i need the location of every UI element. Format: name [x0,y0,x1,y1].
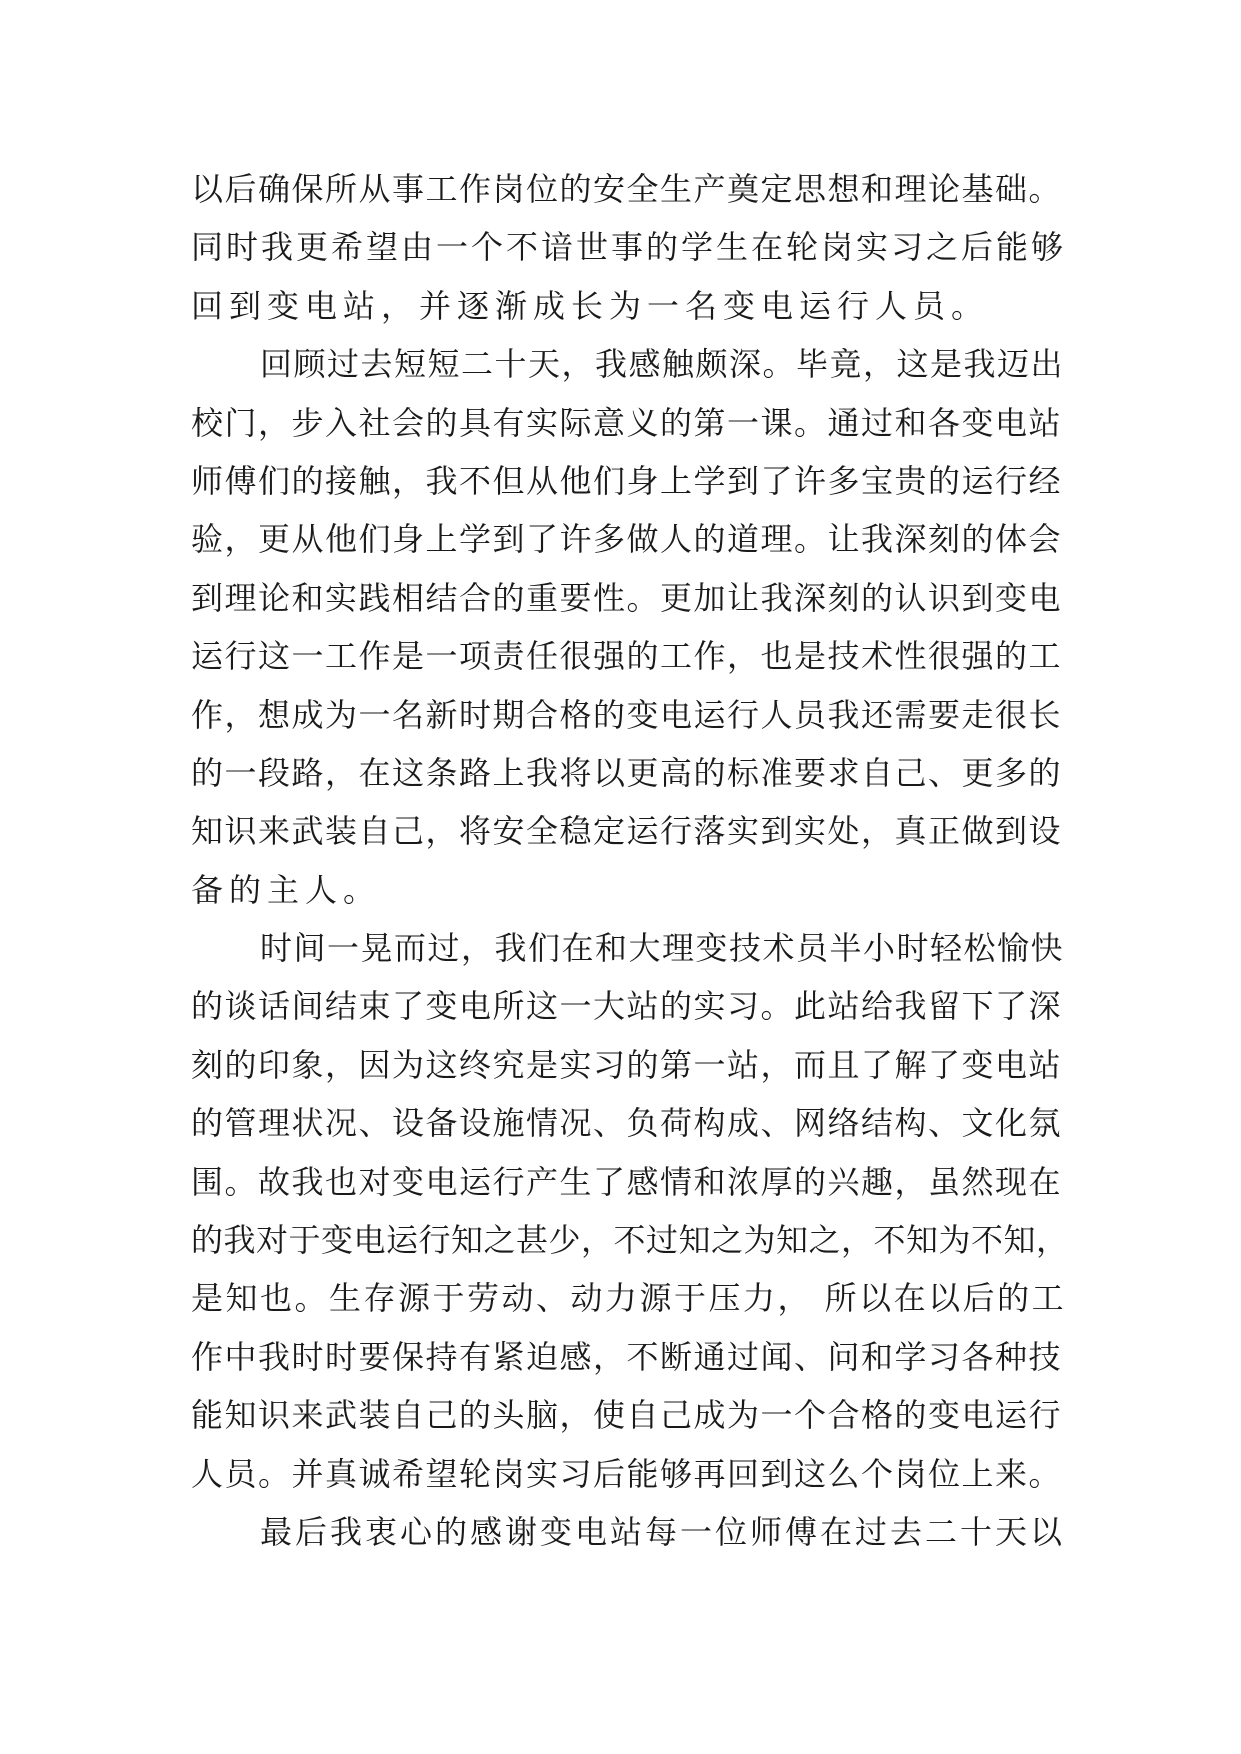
text-line: 以后确保所从事工作岗位的安全生产奠定思想和理论基础。 [191,170,1063,208]
text-line: 同时我更希望由一个不谙世事的学生在轮岗实习之后能够 [191,228,1067,267]
text-line: 师傅们的接触，我不但从他们身上学到了许多宝贵的运行经 [191,461,1063,500]
text-line: 备的主人。 [191,870,382,909]
text-line: 作中我时时要保持有紧迫感，不断通过闻、问和学习各种技 [191,1337,1063,1376]
text-line: 回顾过去短短二十天，我感触颇深。毕竟，这是我迈出 [260,345,1065,384]
text-line: 刻的印象，因为这终究是实习的第一站，而且了解了变电站 [191,1045,1063,1084]
text-line: 最后我衷心的感谢变电站每一位师傅在过去二十天以 [260,1512,1066,1551]
text-line: 回到变电站，并逐渐成长为一名变电运行人员。 [191,286,990,325]
text-line: 人员。并真诚希望轮岗实习后能够再回到这么个岗位上来。 [191,1454,1063,1493]
text-line: 到理论和实践相结合的重要性。更加让我深刻的认识到变电 [191,578,1063,617]
text-line: 的我对于变电运行知之甚少，不过知之为知之，不知为不知， [191,1221,1069,1260]
text-line: 时间一晃而过，我们在和大理变技术员半小时轻松愉快 [260,929,1065,968]
body-text [191,160,1071,1561]
text-line: 校门，步入社会的具有实际意义的第一课。通过和各变电站 [191,403,1063,442]
text-line: 运行这一工作是一项责任很强的工作，也是技术性很强的工 [191,637,1063,676]
text-line: 知识来武装自己，将安全稳定运行落实到实处，真正做到设 [191,812,1063,851]
text-line: 的谈话间结束了变电所这一大站的实习。此站给我留下了深 [191,987,1063,1026]
text-line: 的管理状况、设备设施情况、负荷构成、网络结构、文化氛 [191,1104,1063,1143]
text-line: 能知识来武装自己的头脑，使自己成为一个合格的变电运行 [191,1396,1063,1435]
text-line: 围。故我也对变电运行产生了感情和浓厚的兴趣，虽然现在 [191,1162,1063,1201]
text-line: 作，想成为一名新时期合格的变电运行人员我还需要走很长 [191,695,1063,734]
text-line: 是知也。生存源于劳动、动力源于压力， 所以在以后的工 [191,1279,1067,1318]
text-line: 的一段路，在这条路上我将以更高的标准要求自己、更多的 [191,753,1063,792]
text-line: 验，更从他们身上学到了许多做人的道理。让我深刻的体会 [191,520,1063,559]
